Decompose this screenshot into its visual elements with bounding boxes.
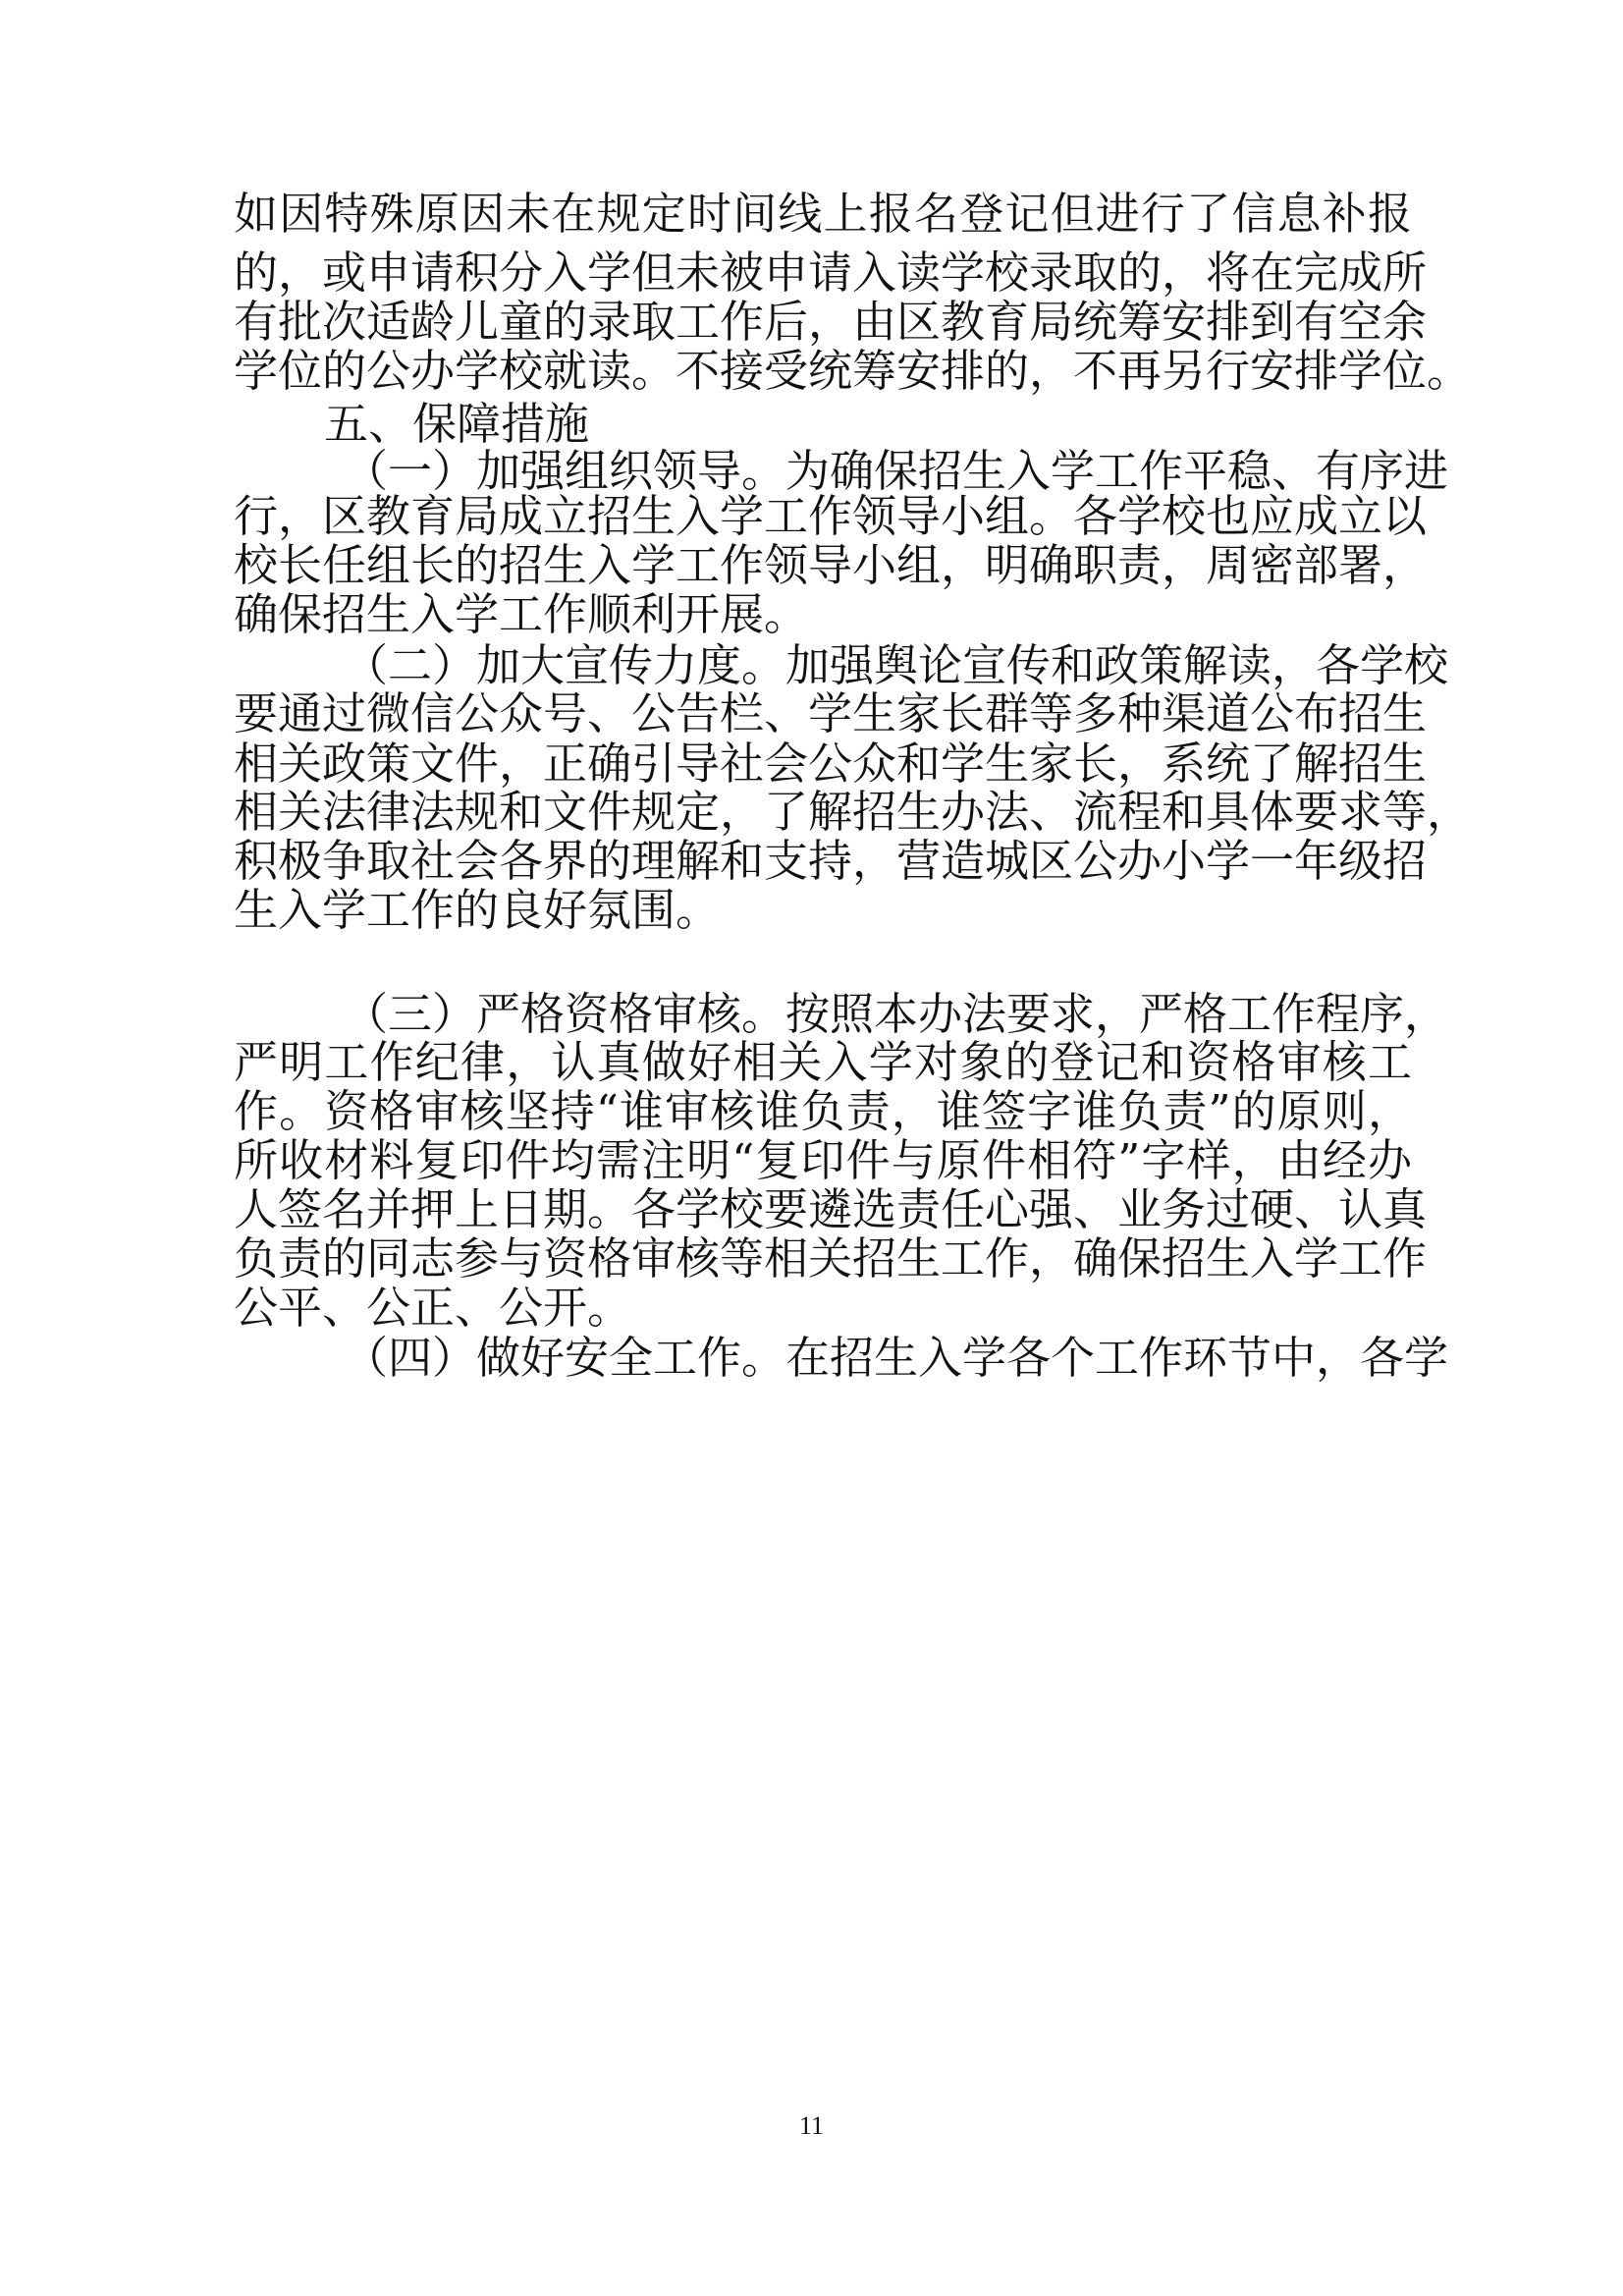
body-line: 严明工作纪律，认真做好相关入学对象的登记和资格审核工 (234, 1036, 1412, 1088)
body-line: 积极争取社会各界的理解和支持，营造城区公办小学一年级招 (234, 835, 1428, 887)
body-line: 相关政策文件，正确引导社会公众和学生家长，系统了解招生 (234, 738, 1428, 790)
body-line: 所收材料复印件均需注明“复印件与原件相符”字样，由经办 (234, 1134, 1412, 1186)
body-line: 要通过微信公众号、公告栏、学生家长群等多种渠道公布招生 (234, 687, 1428, 739)
body-line: 的，或申请积分入学但未被申请入读学校录取的，将在完成所 (234, 246, 1428, 299)
body-line: 人签名并押上日期。各学校要遴选责任心强、业务过硬、认真 (234, 1183, 1428, 1235)
body-line: 确保招生入学工作顺利开展。 (234, 588, 809, 640)
item-text: 为确保招生入学工作平稳、有序进 (785, 445, 1449, 497)
section-title: 五、保障措施 (324, 398, 590, 450)
item-lead-3: （三）严格资格审核。 (344, 988, 786, 1040)
body-line: 负责的同志参与资格审核等相关招生工作，确保招生入学工作 (234, 1232, 1428, 1285)
body-line: 公平、公正、公开。 (234, 1282, 632, 1334)
page-number: 11 (798, 2111, 825, 2140)
item-lead-2: （二）加大宣传力度。 (344, 639, 786, 691)
item-lead-4: （四）做好安全工作。 (344, 1332, 786, 1384)
item-lead-1: （一）加强组织领导。 (344, 445, 786, 497)
body-line: 学位的公办学校就读。不接受统筹安排的，不再另行安排学位。 (234, 345, 1472, 397)
body-line: 有批次适龄儿童的录取工作后，由区教育局统筹安排到有空余 (234, 296, 1428, 348)
body-line: 相关法律法规和文件规定，了解招生办法、流程和具体要求等， (234, 786, 1472, 838)
body-line: 校长任组长的招生入学工作领导小组，明确职责，周密部署， (234, 539, 1428, 591)
body-line: 如因特殊原因未在规定时间线上报名登记但进行了信息补报 (234, 188, 1412, 240)
body-line: 作。资格审核坚持“谁审核谁负责，谁签字谁负责”的原则， (234, 1085, 1412, 1137)
item-text: 加强舆论宣传和政策解读，各学校 (785, 639, 1449, 691)
paragraph-first-line (344, 1329, 1449, 1388)
body-line: 行，区教育局成立招生入学工作领导小组。各学校也应成立以 (234, 490, 1428, 542)
item-text: 按照本办法要求，严格工作程序， (785, 988, 1449, 1040)
item-text: 在招生入学各个工作环节中，各学 (785, 1332, 1449, 1384)
body-line: 生入学工作的良好氛围。 (234, 884, 721, 936)
